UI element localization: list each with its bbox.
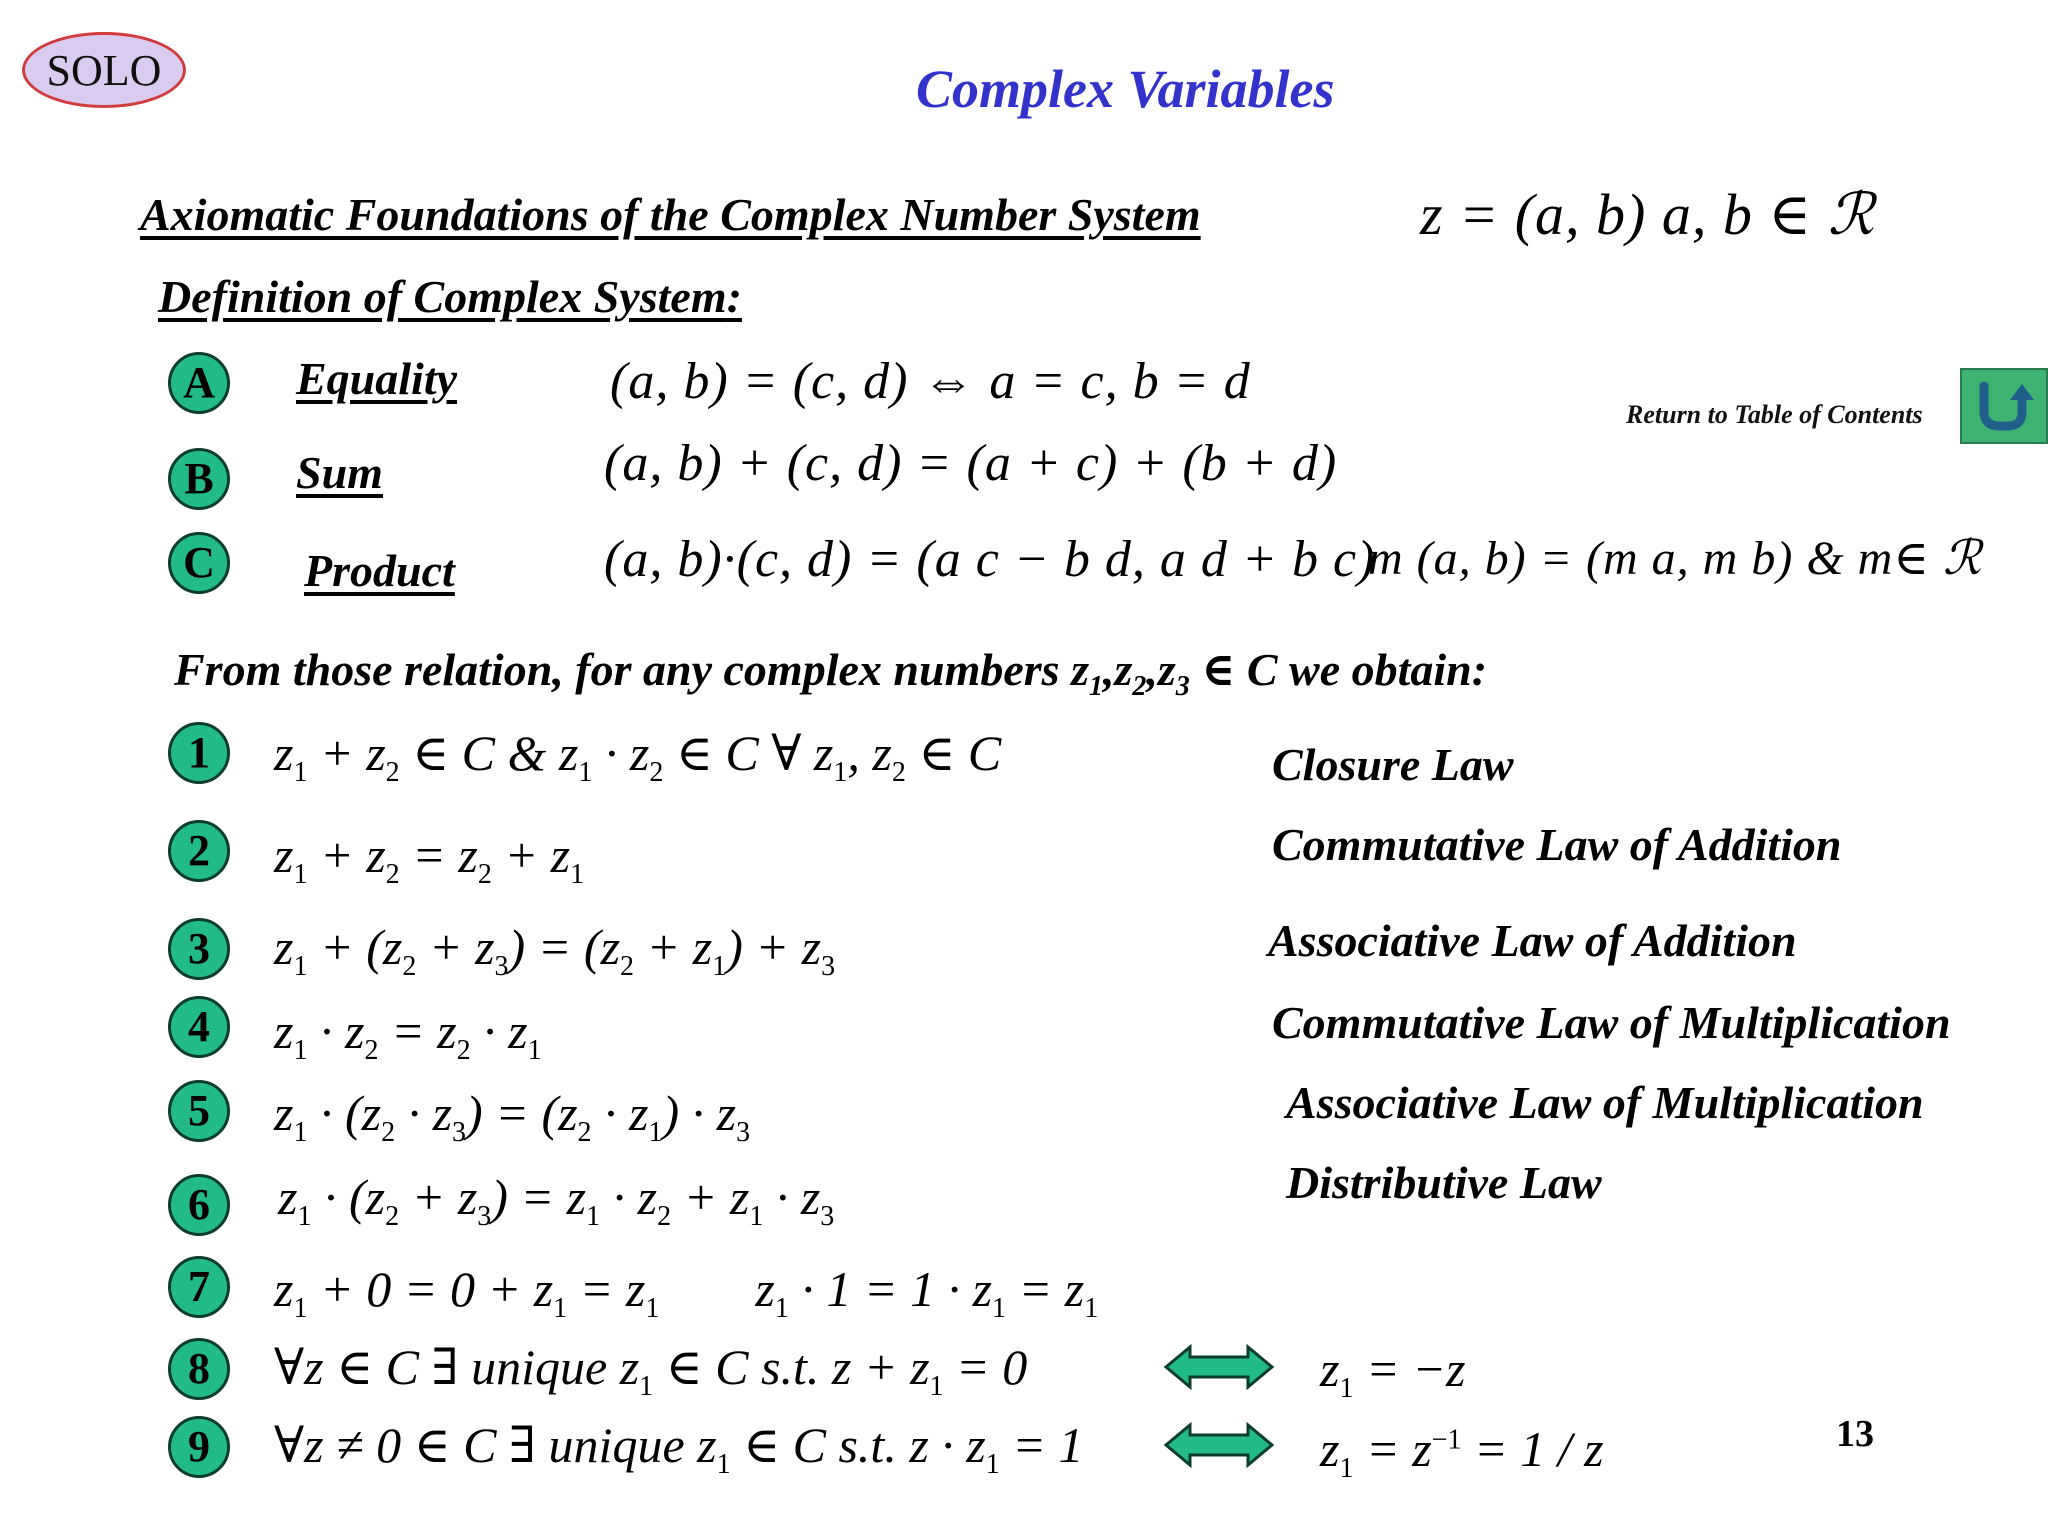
badge-b-label: B (184, 454, 214, 503)
badge-a-label: A (183, 358, 215, 407)
from-line-sub2: 2 (1132, 671, 1147, 703)
double-arrow-icon-2 (1164, 1422, 1274, 1468)
from-line (174, 642, 1487, 703)
return-toc-button[interactable] (1960, 368, 2048, 444)
formula-equality: (a, b) = (c, d) ⇔ a = c, b = d (610, 353, 1251, 410)
badge-9 (168, 1416, 230, 1478)
badge-a (168, 352, 230, 414)
formula-4: $z_1 \cdot z_2 = z_2 \cdot z_1$ (274, 1003, 542, 1066)
solo-logo (22, 32, 186, 108)
double-arrow-icon (1164, 1344, 1274, 1390)
badge-9-label: 9 (188, 1422, 210, 1471)
badge-5-label: 5 (188, 1086, 210, 1135)
law-4: Commutative Law of Multiplication (1272, 997, 1951, 1048)
badge-b (168, 448, 230, 510)
from-line-sep1: ,z (1102, 644, 1133, 695)
badge-2-label: 2 (188, 826, 210, 875)
formula-8: ∀z ∈ C ∃ unique $z_1$ ∈ C s.t. $z + z_1 = 0$ (274, 1339, 1028, 1402)
badge-6-label: 6 (188, 1180, 210, 1229)
law-2: Commutative Law of Addition (1272, 819, 1842, 870)
page-number: 13 (1836, 1413, 1874, 1455)
from-line-prefix: From those relation, for any complex numbers z (174, 644, 1089, 695)
heading-definition (158, 270, 742, 323)
formula-5: $z_1 \cdot (z_2 \cdot z_3) = (z_2 \cdot z_1) \cdot z_3$ (274, 1085, 751, 1148)
law-1: Closure Law (1272, 739, 1514, 790)
badge-4 (168, 996, 230, 1058)
badge-1-label: 1 (188, 728, 210, 777)
badge-7-label: 7 (188, 1262, 210, 1311)
z-definition-formula: z = (a, b) a, b ∈ ℛ (1420, 182, 1876, 247)
formula-scalar-product: m (a, b) = (m a, m b) & m∈ ℛ (1368, 532, 1983, 585)
badge-3-label: 3 (188, 924, 210, 973)
law-6: Distributive Law (1286, 1157, 1602, 1208)
heading-definition-colon: : (726, 271, 742, 322)
formula-sum: (a, b) + (c, d) = (a + c) + (b + d) (604, 435, 1338, 492)
from-line-suffix: ∈ C we obtain: (1189, 644, 1488, 695)
badge-7 (168, 1256, 230, 1318)
from-line-sub3: 3 (1175, 671, 1190, 703)
label-product: Product (304, 545, 455, 596)
law-5: Associative Law of Multiplication (1286, 1077, 1924, 1128)
badge-6 (168, 1174, 230, 1236)
label-sum: Sum (296, 447, 383, 498)
badge-8 (168, 1338, 230, 1400)
formula-6: $z_1 \cdot (z_2 + z_3) = z_1 \cdot z_2 + z_1 \cdot z_3$ (278, 1169, 835, 1232)
return-toc-link[interactable]: Return to Table of Contents (1626, 400, 1923, 429)
badge-8-label: 8 (188, 1344, 210, 1393)
badge-1 (168, 722, 230, 784)
formula-1: $z_1 + z_2$ ∈ C & $z_1 \cdot z_2$ ∈ C ∀ $z_1$, $z_2$ ∈ C (274, 725, 1002, 788)
formula-9-result: $z_1 = z^{-1} = 1 / z$ (1320, 1421, 1604, 1484)
from-line-sub1: 1 (1088, 671, 1103, 703)
formula-9: ∀z ≠ 0 ∈ C ∃ unique $z_1$ ∈ C s.t. $z \cdot z_1 = 1$ (274, 1417, 1084, 1480)
heading-axiomatic: Axiomatic Foundations of the Complex Number System (140, 189, 1201, 240)
badge-5 (168, 1080, 230, 1142)
formula-2: $z_1 + z_2 = z_2 + z_1$ (274, 827, 585, 890)
law-3: Associative Law of Addition (1268, 915, 1797, 966)
formula-3: $z_1 + (z_2 + z_3) = (z_2 + z_1) + z_3$ (274, 919, 836, 982)
from-line-sep2: ,z (1146, 644, 1176, 695)
return-arrow-icon (1974, 378, 2034, 434)
solo-logo-text: SOLO (46, 45, 162, 95)
heading-definition-text: Definition of Complex System (158, 271, 727, 322)
badge-4-label: 4 (188, 1002, 210, 1051)
badge-c-label: C (183, 538, 215, 587)
formula-8-result: $z_1 = -z$ (1320, 1341, 1466, 1404)
badge-2 (168, 820, 230, 882)
badge-c (168, 532, 230, 594)
page-title: Complex Variables (916, 59, 1335, 119)
formula-7: $z_1 + 0 = 0 + z_1 = z_1$ $z_1 \cdot 1 = 1 \cdot z_1 = z_1$ (274, 1261, 1099, 1324)
formula-product: (a, b)·(c, d) = (a c − b d, a d + b c) (604, 531, 1376, 588)
badge-3 (168, 918, 230, 980)
label-equality: Equality (296, 353, 458, 404)
